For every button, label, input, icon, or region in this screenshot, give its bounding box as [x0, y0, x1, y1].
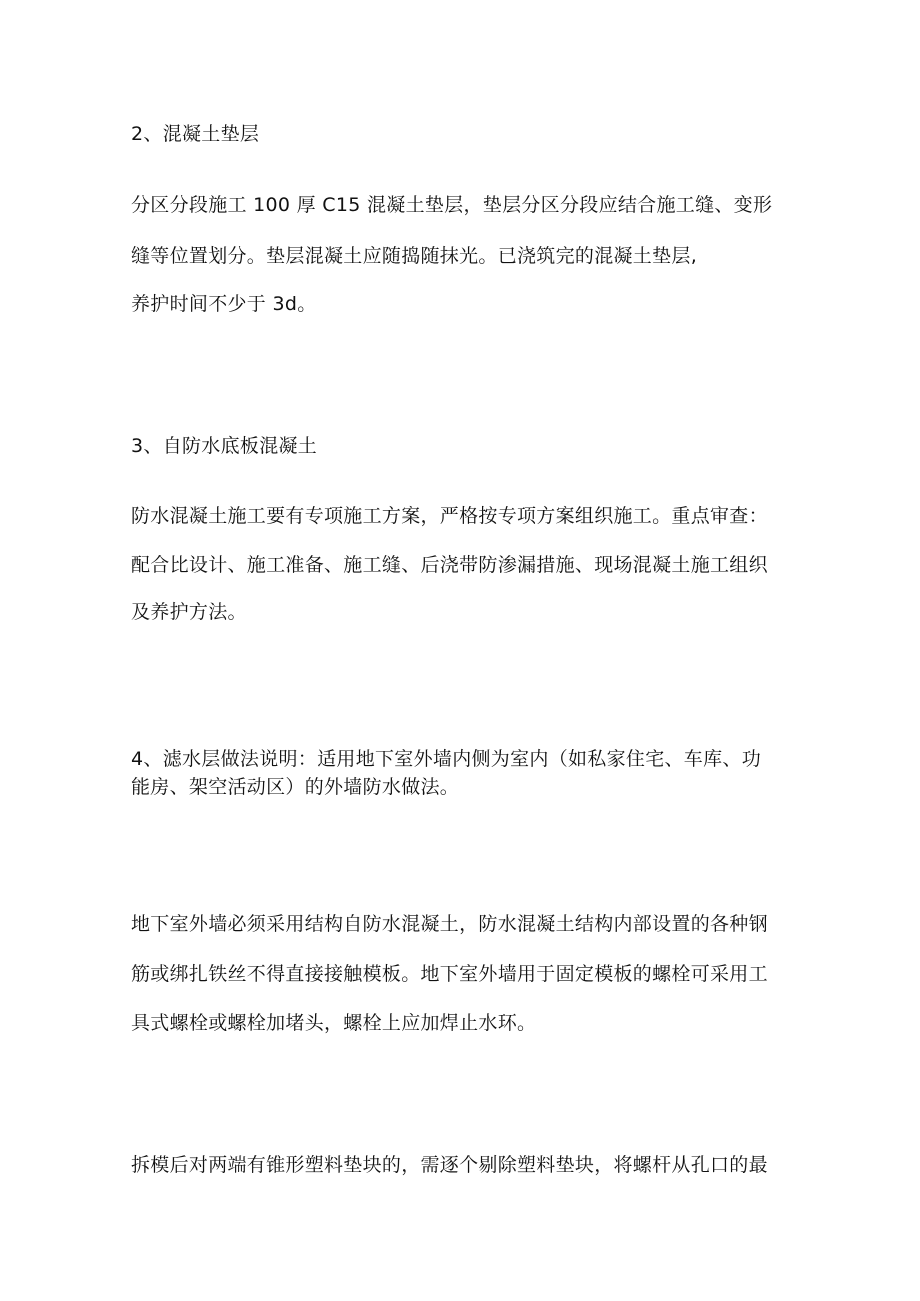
section-3-paragraph-line-2: 配合比设计、施工准备、施工缝、后浇带防渗漏措施、现场混凝土施工组织	[131, 554, 768, 576]
section-4-paragraph-2-line-3: 具式螺栓或螺栓加堵头，螺栓上应加焊止水环。	[131, 1012, 537, 1034]
section-4-paragraph-1-line-1: 4、滤水层做法说明：适用地下室外墙内侧为室内（如私家住宅、车库、功	[131, 748, 761, 770]
section-3-paragraph-line-3: 及养护方法。	[131, 601, 247, 623]
section-2-paragraph-line-3: 养护时间不少于 3d。	[131, 293, 317, 315]
section-4-paragraph-2-line-1: 地下室外墙必须采用结构自防水混凝土，防水混凝土结构内部设置的各种钢	[131, 913, 768, 935]
section-4-paragraph-3-line-1: 拆模后对两端有锥形塑料垫块的，需逐个剔除塑料垫块，将螺杆从孔口的最	[131, 1154, 768, 1176]
section-2-paragraph-line-2: 缝等位置划分。垫层混凝土应随捣随抹光。已浇筑完的混凝土垫层,	[131, 245, 698, 267]
section-3-heading: 3、自防水底板混凝土	[131, 435, 318, 457]
section-2-heading: 2、混凝土垫层	[131, 123, 260, 145]
section-4-paragraph-1-line-2: 能房、架空活动区）的外墙防水做法。	[131, 776, 460, 798]
section-2-paragraph-line-1: 分区分段施工 100 厚 C15 混凝土垫层，垫层分区分段应结合施工缝、变形	[131, 194, 773, 216]
section-3-paragraph-line-1: 防水混凝土施工要有专项施工方案，严格按专项方案组织施工。重点审查：	[131, 505, 768, 527]
section-4-paragraph-2-line-2: 筋或绑扎铁丝不得直接接触模板。地下室外墙用于固定模板的螺栓可采用工	[131, 963, 768, 985]
